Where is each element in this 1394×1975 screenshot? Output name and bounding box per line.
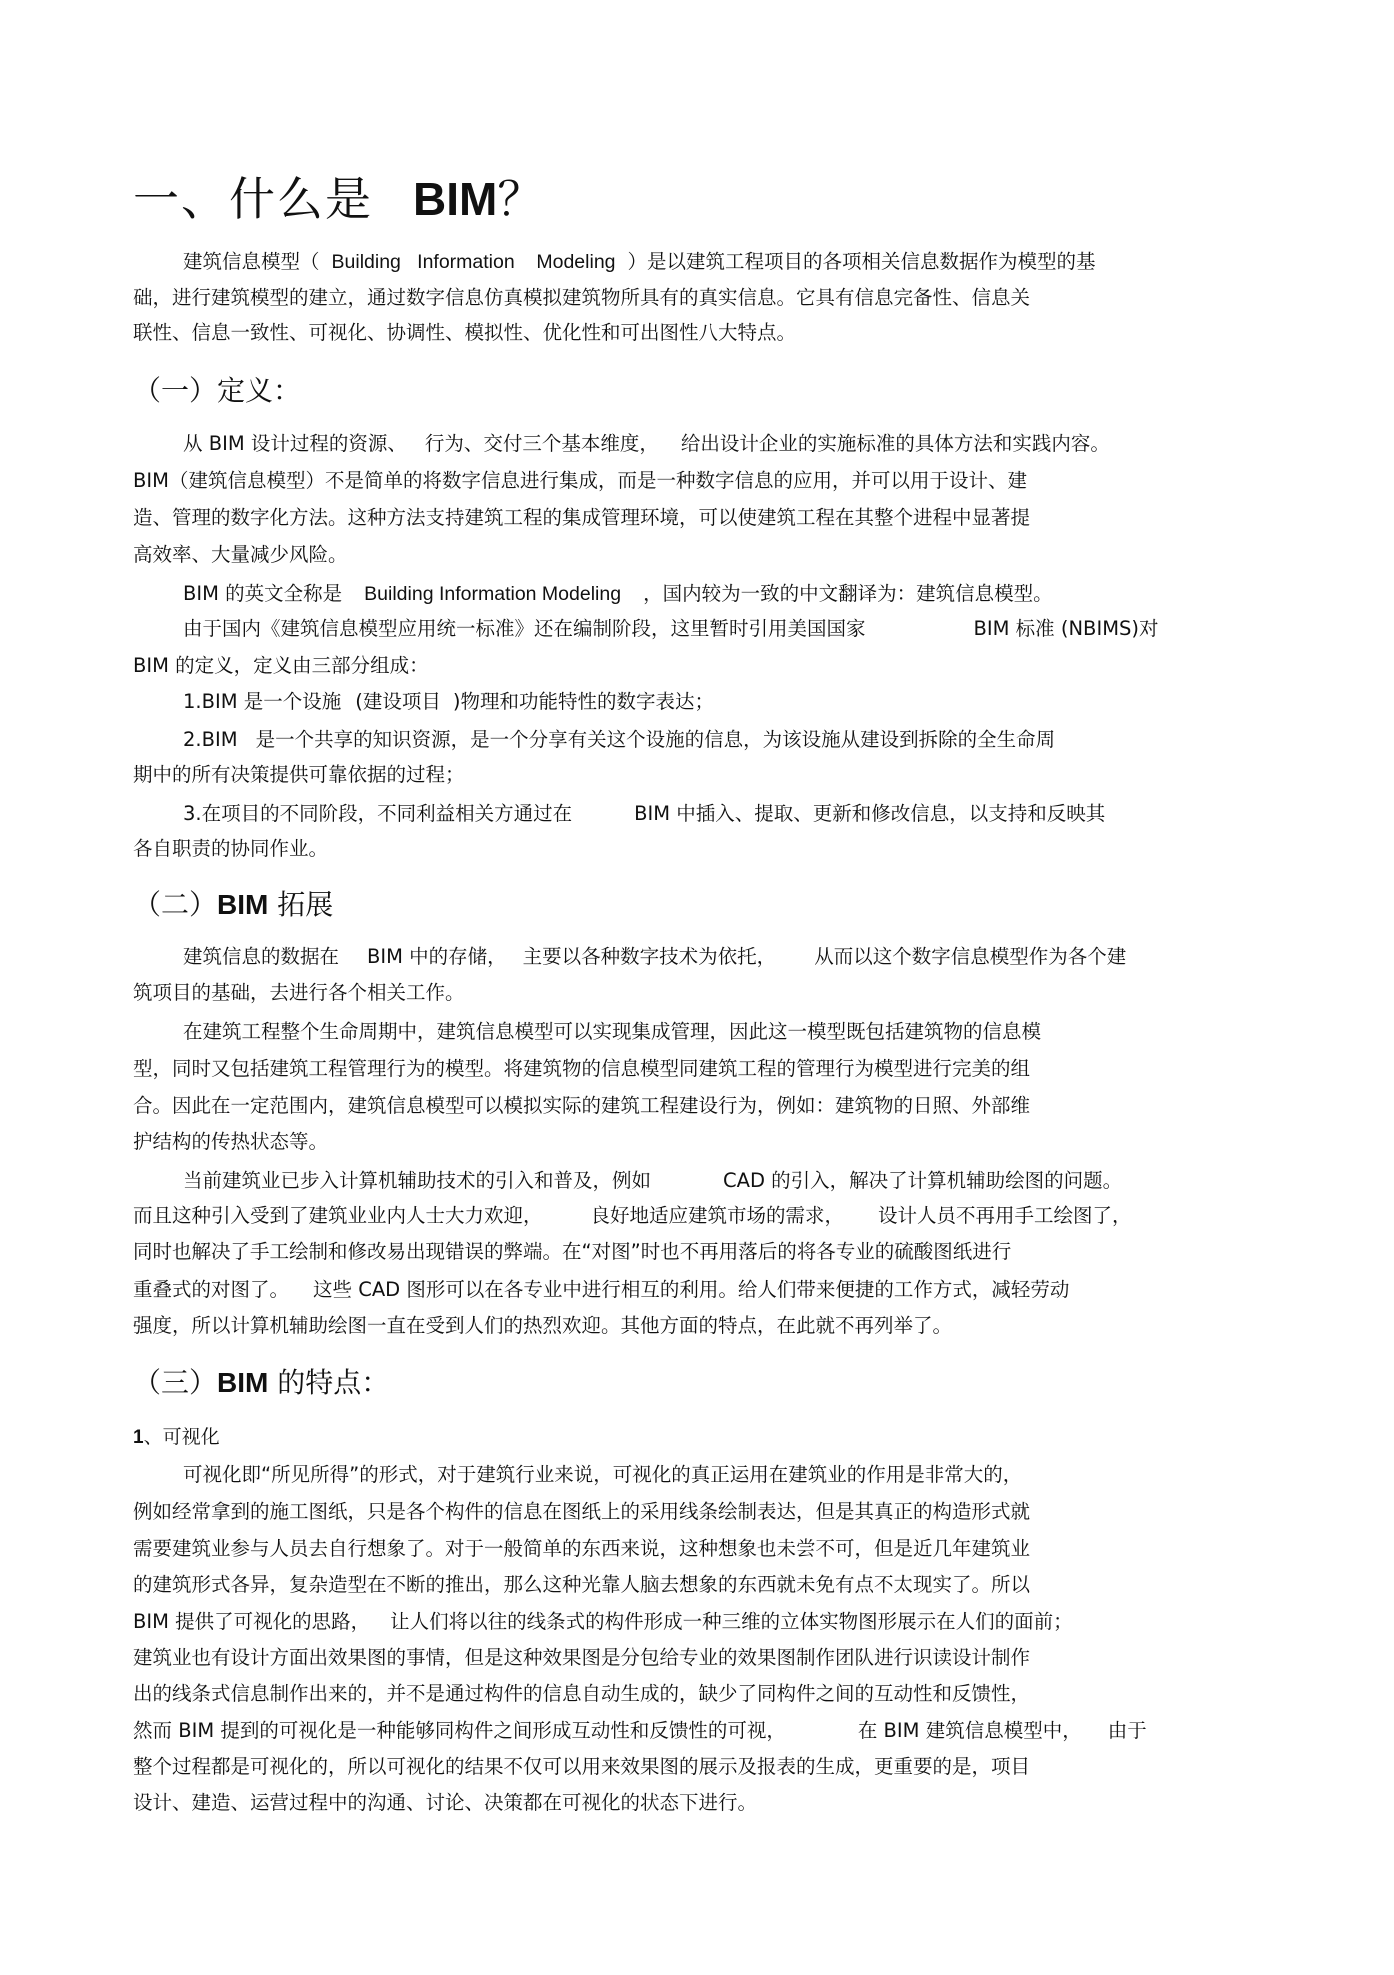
section-2-line-7: 当前建筑业已步入计算机辅助技术的引入和普及，例如 CAD 的引入，解决了计算机辅助绘图的问题。 xyxy=(183,1169,1123,1192)
main-heading-suffix: ？ xyxy=(497,172,546,226)
section-1-line-7: BIM 的定义，定义由三部分组成： xyxy=(133,654,429,677)
section-2-line-3: 在建筑工程整个生命周期中，建筑信息模型可以实现集成管理，因此这一模型既包括建筑物的信息模 xyxy=(183,1020,1042,1043)
section-1-line-10: 期中的所有决策提供可靠依据的过程； xyxy=(133,763,465,786)
section-2-line-1: 建筑信息的数据在 BIM 中的存储， 主要以各种数字技术为依托， 从而以这个数字信息模型作为各个建 xyxy=(183,945,1127,968)
section-3-line-10: 设计、建造、运营过程中的沟通、讨论、决策都在可视化的状态下进行。 xyxy=(133,1791,758,1814)
section-2-line-5: 合。因此在一定范围内，建筑信息模型可以模拟实际的建筑工程建设行为，例如：建筑物的日照、外部维 xyxy=(133,1094,1031,1117)
section-2-line-10: 重叠式的对图了。 这些 CAD 图形可以在各专业中进行相互的利用。给人们带来便捷的工作方式，减轻劳动 xyxy=(133,1278,1070,1301)
section-2-line-2: 筑项目的基础，去进行各个相关工作。 xyxy=(133,981,465,1004)
intro-line-3: 联性、信息一致性、可视化、协调性、模拟性、优化性和可出图性八大特点。 xyxy=(133,321,797,344)
section-1-line-2: BIM（建筑信息模型）不是简单的将数字信息进行集成，而是一种数字信息的应用，并可以用于设计、建 xyxy=(133,469,1027,492)
section-1-line-3: 造、管理的数字化方法。这种方法支持建筑工程的集成管理环境，可以使建筑工程在其整个进程中显著提 xyxy=(133,506,1031,529)
section-3-line-9: 整个过程都是可视化的，所以可视化的结果不仅可以用来效果图的展示及报表的生成，更重要的是，项目 xyxy=(133,1755,1031,1778)
section-1-line-9: 2.BIM 是一个共享的知识资源，是一个分享有关这个设施的信息，为该设施从建设到拆除的全生命周 xyxy=(183,728,1056,751)
main-heading xyxy=(133,172,546,226)
section-1-line-8: 1.BIM 是一个设施 (建设项目 )物理和功能特性的数字表达； xyxy=(183,690,714,713)
section-2-line-9: 同时也解决了手工绘制和修改易出现错误的弊端。在“对图”时也不再用落后的将各专业的硫酸图纸进行 xyxy=(133,1240,1012,1263)
section-2-line-8: 而且这种引入受到了建筑业业内人士大力欢迎， 良好地适应建筑市场的需求， 设计人员不再用手工绘图了， xyxy=(133,1204,1132,1227)
section-1-line-1: 从 BIM 设计过程的资源、 行为、交付三个基本维度， 给出设计企业的实施标准的具体方法和实践内容。 xyxy=(183,432,1110,455)
section-1-line-11: 3.在项目的不同阶段，不同利益相关方通过在 BIM 中插入、提取、更新和修改信息，以支持和反映其 xyxy=(183,802,1106,825)
section-1-line-5: BIM 的英文全称是 Building Information Modeling ，国内较为一致的中文翻译为：建筑信息模型。 xyxy=(183,582,1053,605)
section-3-line-5: BIM 提供了可视化的思路， 让人们将以往的线条式的构件形成一种三维的立体实物图形展示在人们的面前； xyxy=(133,1610,1073,1633)
main-heading-bim: BIM xyxy=(413,173,498,225)
section-2-line-6: 护结构的传热状态等。 xyxy=(133,1130,329,1153)
section-1-line-4: 高效率、大量减少风险。 xyxy=(133,543,348,566)
section-3-line-2: 例如经常拿到的施工图纸，只是各个构件的信息在图纸上的采用线条绘制表达，但是其真正的构造形式就 xyxy=(133,1500,1031,1523)
section-1-title: （一）定义： xyxy=(133,374,302,407)
section-2-title: （二）BIM 拓展 xyxy=(133,888,334,921)
section-3-line-1: 可视化即“所见所得”的形式，对于建筑行业来说，可视化的真正运用在建筑业的作用是非常大的， xyxy=(183,1463,1023,1486)
section-2-line-11: 强度，所以计算机辅助绘图一直在受到人们的热烈欢迎。其他方面的特点，在此就不再列举了。 xyxy=(133,1314,953,1337)
section-2-line-4: 型，同时又包括建筑工程管理行为的模型。将建筑物的信息模型同建筑工程的管理行为模型进行完美的组 xyxy=(133,1057,1031,1080)
main-heading-text: 一、什么是 xyxy=(133,172,373,226)
section-1-line-6: 由于国内《建筑信息模型应用统一标准》还在编制阶段，这里暂时引用美国国家 BIM 标准 (NBIMS)对 xyxy=(183,617,1159,640)
section-3-line-4: 的建筑形式各异，复杂造型在不断的推出，那么这种光靠人脑去想象的东西就未免有点不太现实了。所以 xyxy=(133,1573,1031,1596)
section-3-title: （三）BIM 的特点： xyxy=(133,1366,390,1399)
section-3-line-7: 出的线条式信息制作出来的，并不是通过构件的信息自动生成的，缺少了同构件之间的互动性和反馈性， xyxy=(133,1682,1031,1705)
subsection-1-title: 1、可视化 xyxy=(133,1426,220,1448)
intro-line-1: 建筑信息模型（ Building Information Modeling ）是以建筑工程项目的各项相关信息数据作为模型的基 xyxy=(183,250,1096,273)
section-3-line-3: 需要建筑业参与人员去自行想象了。对于一般简单的东西来说，这种想象也未尝不可，但是近几年建筑业 xyxy=(133,1537,1031,1560)
section-1-line-12: 各自职责的协同作业。 xyxy=(133,837,329,860)
section-3-line-8: 然而 BIM 提到的可视化是一种能够同构件之间形成互动性和反馈性的可视， 在 BIM 建筑信息模型中， 由于 xyxy=(133,1719,1147,1742)
section-3-line-6: 建筑业也有设计方面出效果图的事情，但是这种效果图是分包给专业的效果图制作团队进行识读设计制作 xyxy=(133,1646,1031,1669)
intro-line-2: 础，进行建筑模型的建立，通过数字信息仿真模拟建筑物所具有的真实信息。它具有信息完备性、信息关 xyxy=(133,286,1031,309)
